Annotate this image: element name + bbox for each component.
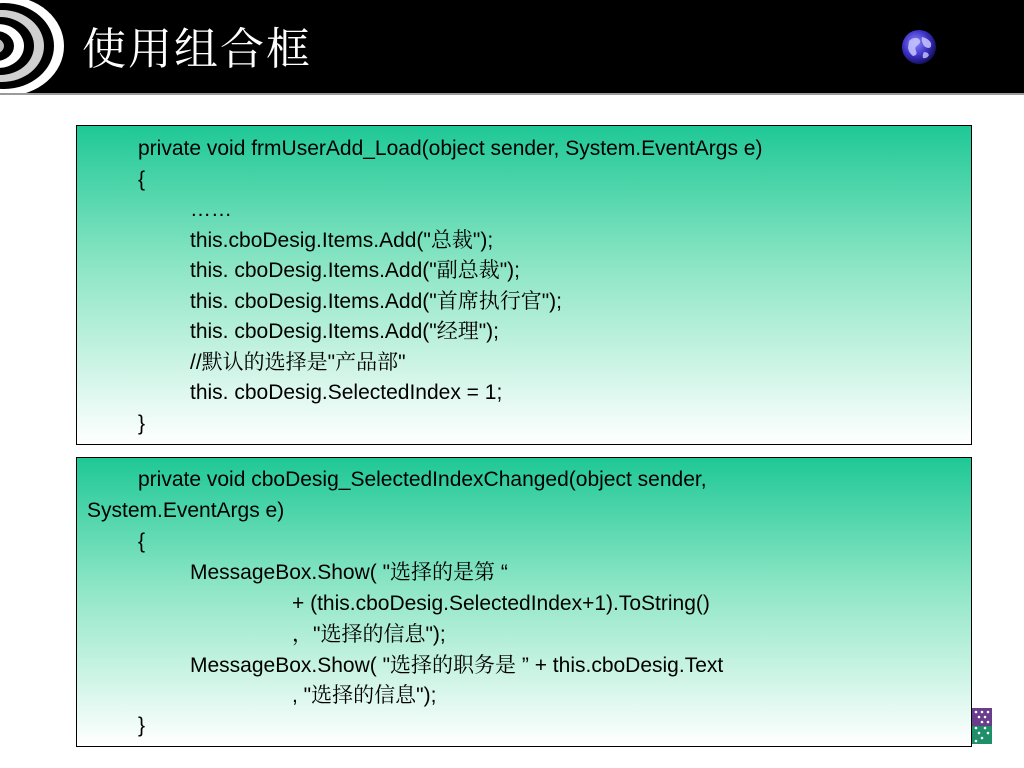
code-line: + (this.cboDesig.SelectedIndex+1).ToString() [292,592,710,615]
code-line: System.EventArgs e) [87,499,285,522]
code-block-selected-index-changed [76,457,972,747]
code-line: private void cboDesig_SelectedIndexChanged(object sender, [138,468,707,491]
code-line: …… [190,198,232,221]
slide-header [0,0,1024,93]
header-divider [0,93,1024,95]
code-line: } [138,412,146,435]
code-line: this. cboDesig.SelectedIndex = 1; [190,381,503,404]
code-comment: //默认的选择是"产品部" [190,351,406,374]
code-line: private void frmUserAdd_Load(object sender, System.EventArgs e) [138,137,763,160]
dotted-grid-icon [972,708,992,744]
code-line: { [138,168,146,191]
globe-icon [900,28,938,66]
code-block-load [76,125,972,445]
code-line: this. cboDesig.Items.Add("首席执行官"); [190,290,563,313]
concentric-swirl-icon [0,0,70,93]
code-line: this. cboDesig.Items.Add("经理"); [190,320,500,343]
code-line: } [138,714,146,737]
code-line: this.cboDesig.Items.Add("总裁"); [190,229,494,252]
code-line: , "选择的信息"); [292,684,437,707]
code-line: this. cboDesig.Items.Add("副总裁"); [190,259,521,282]
code-line: MessageBox.Show( "选择的是第 “ [190,561,508,584]
code-line: ，"选择的信息"); [292,623,446,646]
code-line: MessageBox.Show( "选择的职务是 ” + this.cboDesig.Text [190,654,724,677]
slide-title: 使用组合框 [82,24,312,75]
code-line: { [138,530,146,553]
